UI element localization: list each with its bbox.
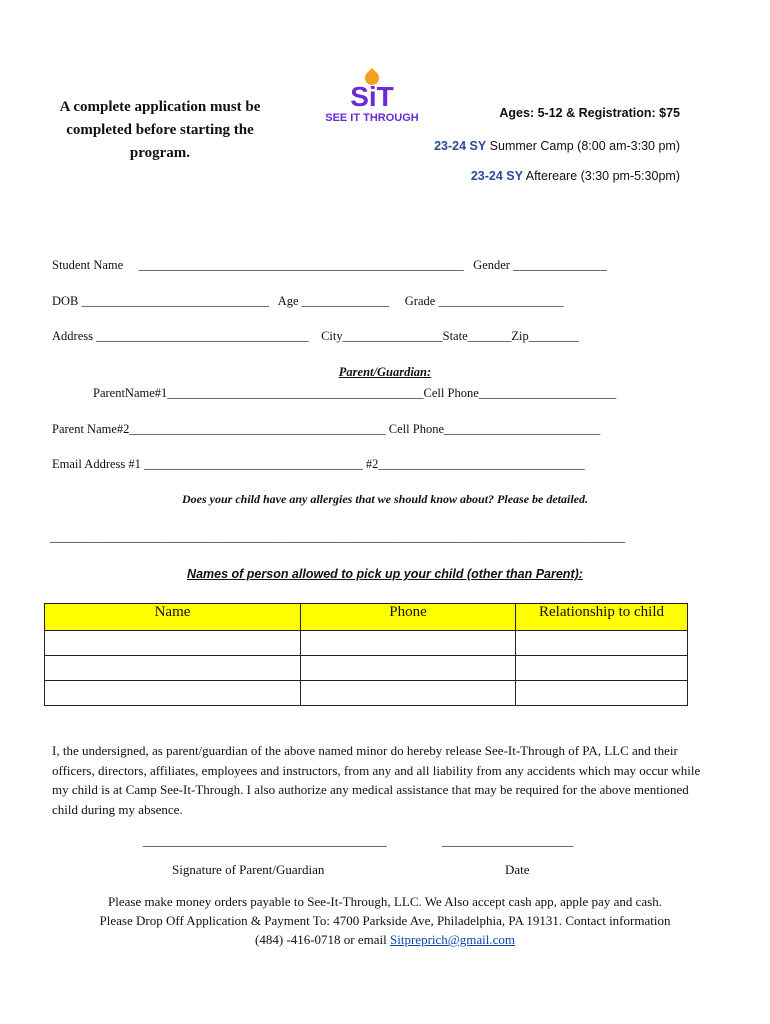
parent1-row[interactable]: ParentName#1_________________________________________Cell Phone______________________ — [93, 386, 617, 400]
summer-camp-text: Summer Camp (8:00 am-3:30 pm) — [486, 139, 680, 153]
dob-age-grade-row[interactable]: DOB ______________________________ Age ______________ Grade ____________________ — [52, 294, 564, 308]
sy-code: 23-24 SY — [434, 139, 487, 153]
allergy-question: Does your child have any allergies that we should know about? Please be detailed. — [182, 492, 588, 506]
relationship-cell[interactable] — [516, 656, 688, 681]
payment-note: Please make money orders payable to See-It-Through, LLC. We Also accept cash app, apple pay and cash. — [108, 894, 662, 909]
liability-release-text: I, the undersigned, as parent/guardian of the above named minor do hereby release See-It-Through of PA, LLC and their officers, directors, affiliates, employees and instructors, from any and all liability from any accidents which may occur while my child is at Camp See-It-Through. I also authorize any medical assistance that may be required for the above mentioned child during my absence. — [52, 743, 701, 817]
aftercare-text: Aftereare (3:30 pm-5:30pm) — [522, 169, 680, 183]
pickup-header-row — [45, 604, 688, 631]
phone-cell[interactable] — [301, 656, 516, 681]
dropoff-address: Please Drop Off Application & Payment To: 4700 Parkside Ave, Philadelphia, PA 19131. Contact information — [99, 913, 671, 928]
name-cell[interactable] — [45, 631, 301, 656]
pickup-table — [44, 603, 688, 706]
date-label: Date — [505, 862, 530, 877]
column-header-name: Name — [45, 604, 301, 631]
table-row — [45, 681, 688, 706]
parent-guardian-heading: Parent/Guardian: — [338, 365, 432, 379]
signature-line[interactable]: _______________________________________ — [143, 834, 387, 848]
parent2-row[interactable]: Parent Name#2_________________________________________ Cell Phone_________________________ — [52, 422, 601, 436]
contact-line — [0, 930, 770, 950]
logo-mark-text: SiT — [350, 81, 394, 112]
see-it-through-logo — [322, 68, 426, 128]
name-cell[interactable] — [45, 656, 301, 681]
aftercare-line — [471, 169, 680, 183]
date-line[interactable]: _____________________ — [442, 834, 574, 848]
application-notice: A complete application must be completed before starting the program. — [59, 99, 261, 161]
logo-mark-icon — [322, 68, 426, 128]
phone-cell[interactable] — [301, 631, 516, 656]
relationship-cell[interactable] — [516, 681, 688, 706]
table-row — [45, 631, 688, 656]
allergy-answer-line[interactable]: _______________________________________________________________________________________________ — [50, 530, 625, 544]
signature-label: Signature of Parent/Guardian — [172, 862, 325, 877]
name-cell[interactable] — [45, 681, 301, 706]
address-row[interactable]: Address __________________________________ City________________State_______Zip________ — [52, 329, 579, 343]
contact-phone: (484) -416-0718 or email — [254, 932, 391, 947]
contact-email-link[interactable]: Sitpreprich@gmail.com — [390, 932, 515, 947]
logo-text: SEE IT THROUGH — [325, 112, 419, 124]
ages-registration: Ages: 5-12 & Registration: $75 — [499, 106, 680, 120]
email-row[interactable]: Email Address #1 ___________________________________ #2_________________________________ — [52, 457, 585, 471]
column-header-relationship: Relationship to child — [516, 604, 688, 631]
table-row — [45, 656, 688, 681]
pickup-heading: Names of person allowed to pick up your child (other than Parent): — [187, 567, 583, 581]
student-name-field[interactable]: Student Name ____________________________________________________ Gender _______________ — [52, 258, 607, 272]
relationship-cell[interactable] — [516, 631, 688, 656]
summer-camp-line — [434, 139, 680, 153]
column-header-phone: Phone — [301, 604, 516, 631]
sy-code: 23-24 SY — [470, 169, 523, 183]
phone-cell[interactable] — [301, 681, 516, 706]
